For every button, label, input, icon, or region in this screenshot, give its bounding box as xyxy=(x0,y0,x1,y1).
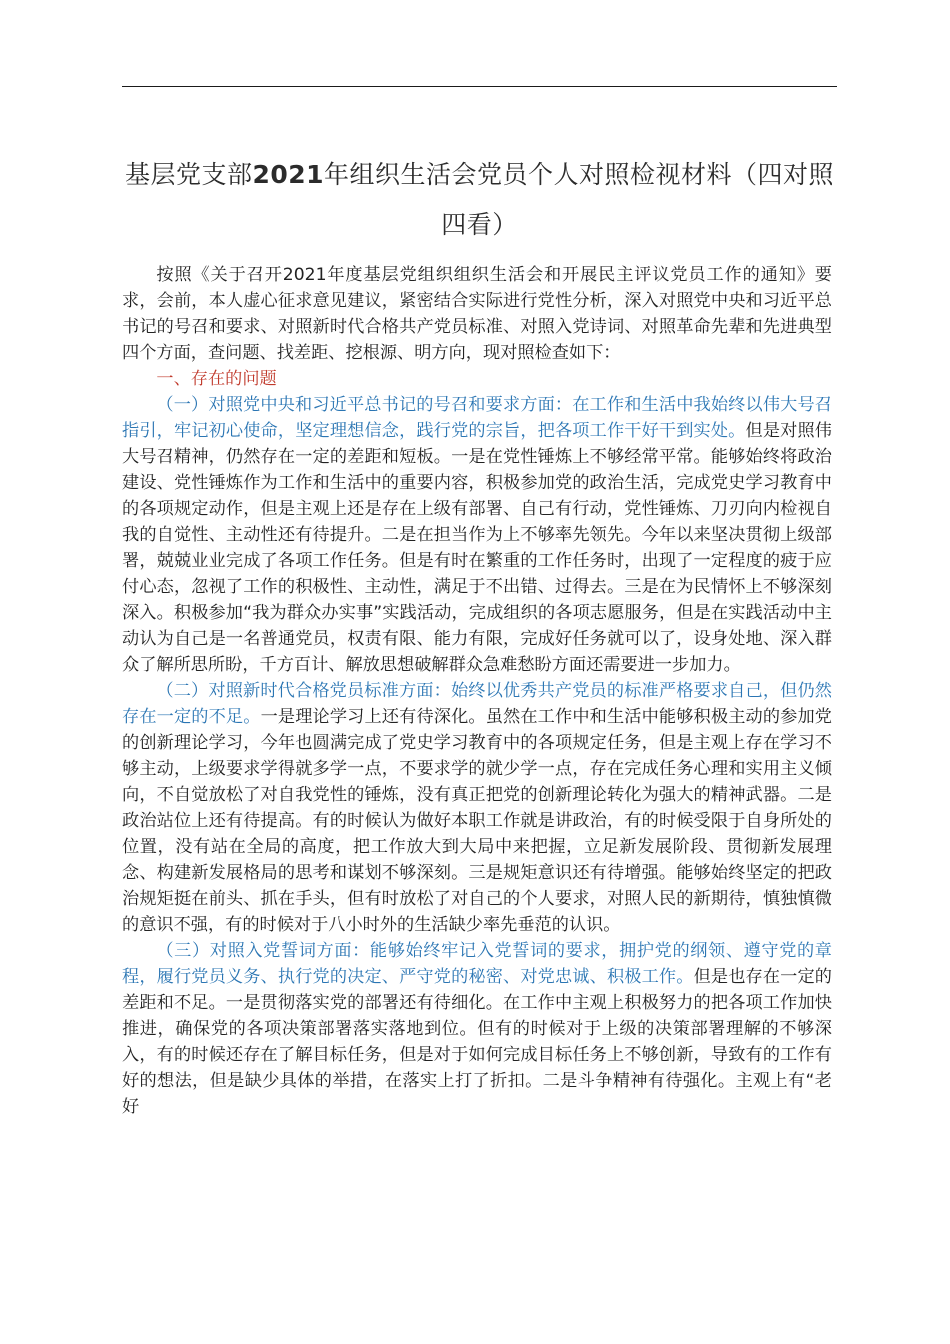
title-prefix: 基层党支部 xyxy=(124,160,253,189)
paragraph-3-body: 但是也存在一定的差距和不足。一是贯彻落实党的部署还有待细化。在工作中主观上积极努力的把各项工作加快推进，确保党的各项决策部署落实落地到位。但有的时候对于上级的决策部署理解的不够深入，有的时候还存在了解目标任务，但是对于如何完成目标任务上不够创新，导致有的工作有好的想法，但是缺少具体的举措，在落实上打了折扣。二是斗争精神有待强化。主观上有“老好 xyxy=(122,967,832,1117)
paragraph-3 xyxy=(122,938,832,1120)
paragraph-2-body: 一是理论学习上还有待深化。虽然在工作中和生活中能够积极主动的参加党的创新理论学习，今年也圆满完成了党史学习教育中的各项规定任务，但是主观上存在学习不够主动，上级要求学得就多学一点，不要求学的就少学一点，存在完成任务心理和实用主义倾向，不自觉放松了对自我党性的锤炼，没有真正把党的创新理论转化为强大的精神武器。二是政治站位上还有待提高。有的时候认为做好本职工作就是讲政治，有的时候受限于自身所处的位置，没有站在全局的高度，把工作放大到大局中来把握，立足新发展阶段、贯彻新发展理念、构建新发展格局的思考和谋划不够深刻。三是规矩意识还有待增强。能够始终坚定的把政治规矩挺在前头、抓在手头，但有时放松了对自己的个人要求，对照人民的新期待，慎独慎微的意识不强，有的时候对于八小时外的生活缺少率先垂范的认识。 xyxy=(122,707,832,935)
paragraph-1-body: 但是对照伟大号召精神，仍然存在一定的差距和短板。一是在党性锤炼上不够经常平常。能够始终将政治建设、党性锤炼作为工作和生活中的重要内容，积极参加党的政治生活，完成党史学习教育中的各项规定动作，但是主观上还是存在上级有部署、自己有行动，党性锤炼、刀刃向内检视自我的自觉性、主动性还有待提升。二是在担当作为上不够率先领先。今年以来坚决贯彻上级部署，兢兢业业完成了各项工作任务。但是有时在繁重的工作任务时，出现了一定程度的疲于应付心态，忽视了工作的积极性、主动性，满足于不出错、过得去。三是在为民情怀上不够深刻深入。积极参加“我为群众办实事”实践活动，完成组织的各项志愿服务，但是在实践活动中主动认为自己是一名普通党员，权责有限、能力有限，完成好任务就可以了，设身处地、深入群众了解所思所盼，千方百计、解放思想破解群众急难愁盼方面还需要进一步加力。 xyxy=(122,421,832,675)
document-body xyxy=(122,262,832,1120)
header-rule xyxy=(122,86,837,87)
paragraph-2 xyxy=(122,678,832,938)
paragraph-3-highlight: （三）对照入党誓词方面：能够始终牢记入党誓词的要求，拥护党的纲领、遵守党的章程，履行党员义务、执行党的决定、严守党的秘密、对党忠诚、积极工作。 xyxy=(122,941,832,987)
title-suffix: 年组织生活会党员个人对照检视材料（四对照四看） xyxy=(324,160,835,239)
paragraph-2-highlight: （二）对照新时代合格党员标准方面：始终以优秀共产党员的标准严格要求自己，但仍然存在一定的不足。 xyxy=(122,681,832,727)
paragraph-1-highlight: （一）对照党中央和习近平总书记的号召和要求方面：在工作和生活中我始终以伟大号召指引，牢记初心使命，坚定理想信念，践行党的宗旨，把各项工作干好干到实处。 xyxy=(122,395,832,441)
section-heading-problems: 一、存在的问题 xyxy=(156,369,277,389)
document-title xyxy=(122,150,837,250)
intro-paragraph: 按照《关于召开2021年度基层党组织组织生活会和开展民主评议党员工作的通知》要求，会前，本人虚心征求意见建议，紧密结合实际进行党性分析，深入对照党中央和习近平总书记的号召和要求、对照新时代合格共产党员标准、对照入党诗词、对照革命先辈和先进典型四个方面，查问题、找差距、挖根源、明方向，现对照检查如下： xyxy=(122,265,832,363)
title-year: 2021 xyxy=(252,160,325,189)
paragraph-1 xyxy=(122,392,832,678)
